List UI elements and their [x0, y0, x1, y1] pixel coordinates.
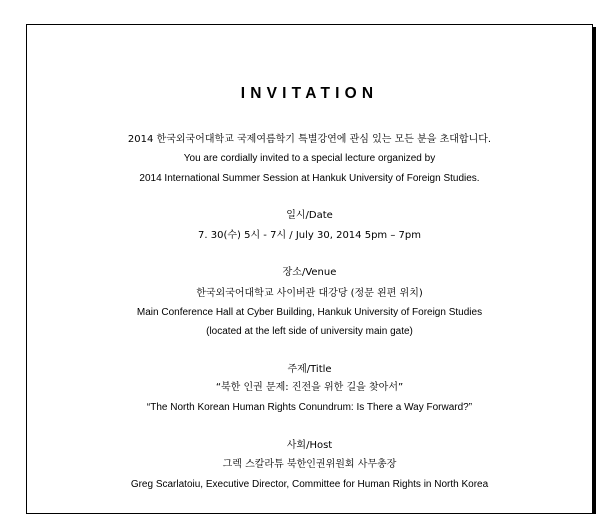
host-english: Greg Scarlatoiu, Executive Director, Committee for Human Rights in North Korea [130, 479, 489, 490]
date-heading: 일시/Date [286, 210, 333, 221]
host-heading: 사회/Host [286, 440, 333, 451]
intro-english-2: 2014 International Summer Session at Hankuk University of Foreign Studies. [139, 173, 480, 184]
page-title: INVITATION [240, 85, 379, 102]
topic-korean: “북한 인권 문제: 진전을 위한 길을 찾아서” [215, 382, 404, 393]
venue-korean: 한국외국어대학교 사이버관 대강당 (정문 왼편 위치) [196, 288, 423, 299]
venue-english: Main Conference Hall at Cyber Building, Hankuk University of Foreign Studies [136, 307, 483, 318]
venue-heading: 장소/Venue [282, 267, 337, 278]
venue-location-note: (located at the left side of university main gate) [206, 326, 413, 337]
topic-english: “The North Korean Human Rights Conundrum: Is There a Way Forward?” [146, 402, 473, 413]
host-korean: 그렉 스칼라튜 북한인권위원회 사무총장 [222, 459, 397, 470]
date-value: 7. 30(수) 5시 - 7시 / July 30, 2014 5pm – 7pm [198, 230, 421, 241]
intro-english-1: You are cordially invited to a special lecture organized by [183, 153, 436, 164]
topic-heading: 주제/Title [287, 364, 332, 375]
intro-korean: 2014 한국외국어대학교 국제여름학기 특별강연에 관심 있는 모든 분을 초대합니다. [127, 134, 492, 145]
